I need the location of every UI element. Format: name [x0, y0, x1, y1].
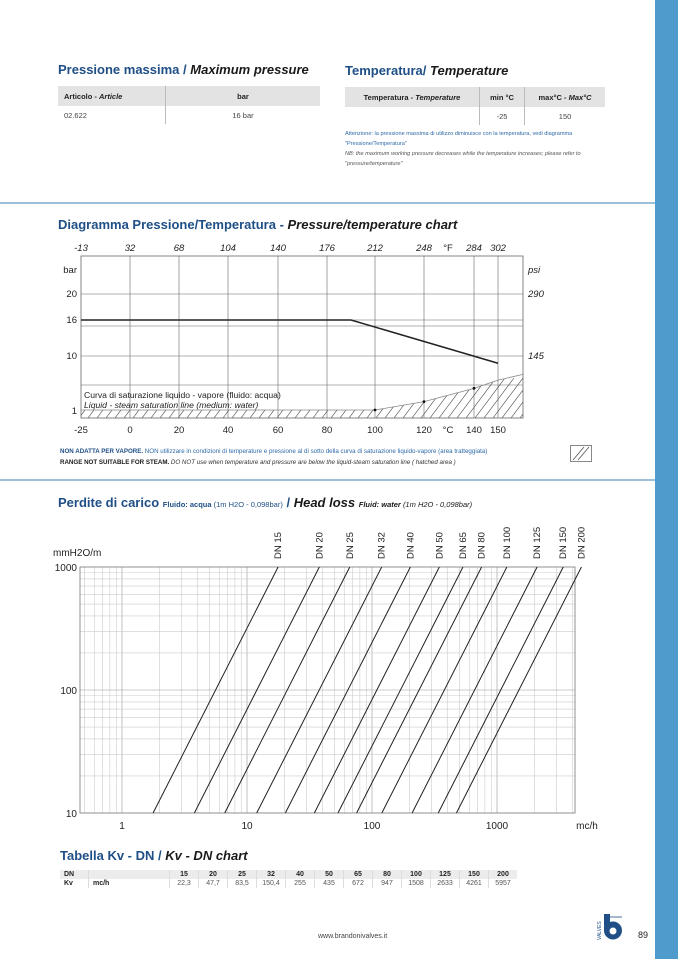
hatched-area-legend-icon: [570, 445, 592, 462]
x-tick-label-c: 20: [173, 425, 185, 436]
max-header: max°C - Max°C: [525, 87, 605, 107]
x-tick-label-c: 140: [466, 425, 482, 436]
hatch-line: [403, 378, 433, 418]
hatch-line: [322, 378, 352, 418]
hatch-line: [484, 378, 514, 418]
dn-cell: 80: [373, 870, 402, 879]
x-tick-label-c: 60: [272, 425, 284, 436]
x-tick-label: 100: [363, 821, 381, 832]
dn-cell: 150: [460, 870, 489, 879]
max-pressure-title: Pressione massima / Maximum pressure: [58, 62, 309, 77]
x-tick-label-c: 80: [321, 425, 333, 436]
x-tick-label-c: 100: [367, 425, 383, 436]
dn-cell: 100: [402, 870, 431, 879]
series-label: DN 25: [344, 532, 356, 559]
y-tick-label: 10: [65, 809, 77, 820]
x-tick-label-f: 302: [490, 243, 506, 254]
y-axis-unit: mmH2O/m: [53, 548, 102, 559]
hatch-line: [457, 378, 487, 418]
temperature-title: [345, 63, 508, 78]
temperature-table: [345, 87, 605, 125]
dn-label: DN: [60, 870, 89, 879]
dn-cell: 200: [489, 870, 518, 879]
bar-value: 16 bar: [232, 110, 254, 120]
hatch-line: [439, 378, 469, 418]
table-row: [58, 106, 320, 124]
footer-url[interactable]: www.brandonivalves.it: [318, 933, 388, 940]
x-tick-label-f: 32: [124, 243, 136, 254]
page-number: 89: [638, 930, 649, 940]
x-tick-label-f: -13: [74, 243, 88, 254]
x-tick-label-c: 40: [222, 425, 234, 436]
kv-cell: 5957: [489, 879, 518, 888]
steam-warning-en: RANGE NOT SUITABLE FOR STEAM. DO NOT use when temperature and pressure are below the liquid-steam saturation line ( hatched area ): [60, 459, 456, 466]
kv-cell: 255: [286, 879, 315, 888]
x-tick-label: 1000: [485, 821, 509, 832]
kv-label: Kv: [64, 880, 73, 887]
steam-warning-it: NON ADATTA PER VAPORE. NON utilizzare in condizioni di temperature e pressione al di sotto della curva di saturazione liquido-vapore (area tratteggiata): [60, 448, 488, 455]
y-tick-label: 16: [66, 315, 77, 326]
table-row: [60, 870, 517, 879]
kv-dn-table: [60, 870, 517, 888]
hatch-line: [466, 378, 496, 418]
x-tick-label-f: 140: [270, 243, 286, 254]
saturation-annotation-en: Liquid - steam saturation line (medium: water): [84, 400, 259, 410]
hatch-line: [493, 378, 523, 418]
bar-header: bar: [166, 86, 321, 106]
logo-text: VALVES: [597, 921, 603, 940]
table-row: [345, 107, 605, 125]
title-it: Temperatura/: [345, 63, 427, 78]
kv-cell: 672: [344, 879, 373, 888]
saturation-annotation-it: Curva di saturazione liquido - vapore (fluido: acqua): [84, 390, 281, 400]
title-it: Diagramma Pressione/Temperatura -: [58, 217, 288, 232]
note-it: Attenzione: la pressione massima di utilizzo diminuisce con la temperatura, vedi diagramma "Pressione/Temperatura": [345, 131, 573, 147]
hatch-line: [511, 378, 541, 418]
hatch-line: [349, 378, 379, 418]
hatch-line: [331, 378, 361, 418]
hatch-line: [394, 378, 424, 418]
y-tick-label: 10: [66, 351, 77, 362]
y2-tick-label: 290: [528, 289, 544, 300]
min-header: min °C: [480, 87, 525, 107]
hatch-line: [50, 378, 64, 418]
kv-cell: 2633: [431, 879, 460, 888]
kv-cell: 1508: [402, 879, 431, 888]
section-divider: [0, 479, 655, 481]
kv-cell: 947: [373, 879, 402, 888]
y-tick-label: 1000: [54, 563, 77, 574]
head-loss-title: Perdite di carico Fluido: acqua (1m H2O - 0,098bar) / Head loss Fluid: water (1m H2O - 0,098bar): [58, 495, 473, 510]
y-tick-label: 20: [66, 289, 77, 300]
max-value: 150: [558, 111, 572, 121]
x-axis-unit: mc/h: [576, 821, 598, 832]
x-tick-label-f: 212: [367, 243, 383, 254]
hatch-line: [538, 378, 568, 418]
saturation-point: [423, 400, 426, 403]
y2-axis-unit: psi: [528, 265, 541, 276]
hatch-line: [421, 378, 451, 418]
y-axis-unit: bar: [63, 265, 77, 276]
hatch-line: [430, 378, 460, 418]
hatch-line: [475, 378, 505, 418]
min-value: -25: [480, 107, 525, 125]
title-en: Temperature: [430, 63, 509, 78]
table-row: [60, 879, 517, 888]
x-tick-label-f: 176: [319, 243, 335, 254]
kv-cell: 22,3: [170, 879, 199, 888]
x-tick-label-c: -25: [74, 425, 88, 436]
hatch-line: [448, 378, 478, 418]
article-value: 02.622: [58, 106, 166, 124]
x-tick-label: 10: [241, 821, 253, 832]
hatch-line: [385, 378, 415, 418]
hatch-line: [502, 378, 532, 418]
dn-cell: 25: [228, 870, 257, 879]
title-it: Pressione massima: [58, 62, 180, 77]
hatch-line: [277, 378, 307, 418]
y2-tick-label: 145: [528, 351, 544, 362]
hatch-line: [520, 378, 550, 418]
pt-chart-title: [58, 217, 457, 232]
dn-cell: 32: [257, 870, 286, 879]
temperature-header: Temperatura - Temperature: [345, 87, 480, 107]
x-tick-label: 1: [119, 821, 125, 832]
hatch-line: [313, 378, 343, 418]
y-tick-label: 1: [71, 406, 77, 417]
dn-cell: 125: [431, 870, 460, 879]
dn-cell: 65: [344, 870, 373, 879]
saturation-point: [473, 387, 476, 390]
note-en: NB: the maximum working pressure decreases while the temperature increases; please refer to "pressure/temperature": [345, 151, 581, 167]
title-en: Maximum pressure: [190, 62, 309, 77]
max-pressure-line: [81, 320, 498, 363]
series-label: DN 80: [476, 532, 488, 559]
section-divider: [0, 202, 655, 204]
kv-cell: 150,4: [257, 879, 286, 888]
x-tick-label-f: 104: [220, 243, 236, 254]
article-header: Articolo - Article: [58, 86, 166, 106]
page-edge-accent-bar: [655, 0, 678, 959]
series-label: DN 40: [405, 532, 417, 559]
x-axis-unit-f: °F: [443, 243, 453, 254]
kv-cell: 435: [315, 879, 344, 888]
hatch-line: [304, 378, 334, 418]
kv-table-title: Tabella Kv - DN / Kv - DN chart: [60, 848, 248, 863]
max-pressure-table: [58, 86, 320, 124]
hatch-line: [376, 378, 406, 418]
hatch-line: [529, 378, 559, 418]
x-tick-label-c: 150: [490, 425, 506, 436]
hatch-line: [50, 378, 73, 418]
series-label: DN 125: [532, 526, 544, 559]
hatch-line: [358, 378, 388, 418]
dn-cell: 50: [315, 870, 344, 879]
x-tick-label-f: 284: [466, 243, 482, 254]
x-tick-label-f: 248: [416, 243, 432, 254]
series-label: DN 200: [576, 526, 588, 559]
brandoni-valves-logo: [596, 910, 626, 944]
x-tick-label-c: 0: [127, 425, 133, 436]
hatch-line: [340, 378, 370, 418]
dn-cell: 40: [286, 870, 315, 879]
title-en: Pressure/temperature chart: [287, 217, 458, 232]
head-loss-chart: [50, 515, 610, 840]
series-label: DN 65: [457, 532, 469, 559]
kv-unit: mc/h: [89, 879, 170, 888]
kv-cell: 4261: [460, 879, 489, 888]
x-axis-unit-c: °C: [442, 425, 454, 436]
series-label: DN 100: [501, 526, 513, 559]
x-tick-label-c: 120: [416, 425, 432, 436]
y-tick-label: 100: [60, 686, 77, 697]
series-label: DN 20: [314, 532, 326, 559]
series-label: DN 50: [434, 532, 446, 559]
pressure-temperature-chart: [50, 238, 570, 443]
saturation-point: [374, 409, 377, 412]
series-label: DN 32: [376, 532, 388, 559]
x-tick-label-f: 68: [173, 243, 185, 254]
dn-cell: 15: [170, 870, 199, 879]
hatch-line: [50, 378, 55, 418]
dn-cell: 20: [199, 870, 228, 879]
kv-cell: 47,7: [199, 879, 228, 888]
hatch-line: [286, 378, 316, 418]
hatch-line: [52, 378, 82, 418]
hatch-line: [367, 378, 397, 418]
series-label: DN 15: [273, 532, 285, 559]
series-label: DN 150: [558, 526, 570, 559]
hatch-line: [295, 378, 325, 418]
kv-cell: 83,5: [228, 879, 257, 888]
temperature-note: [345, 129, 617, 169]
